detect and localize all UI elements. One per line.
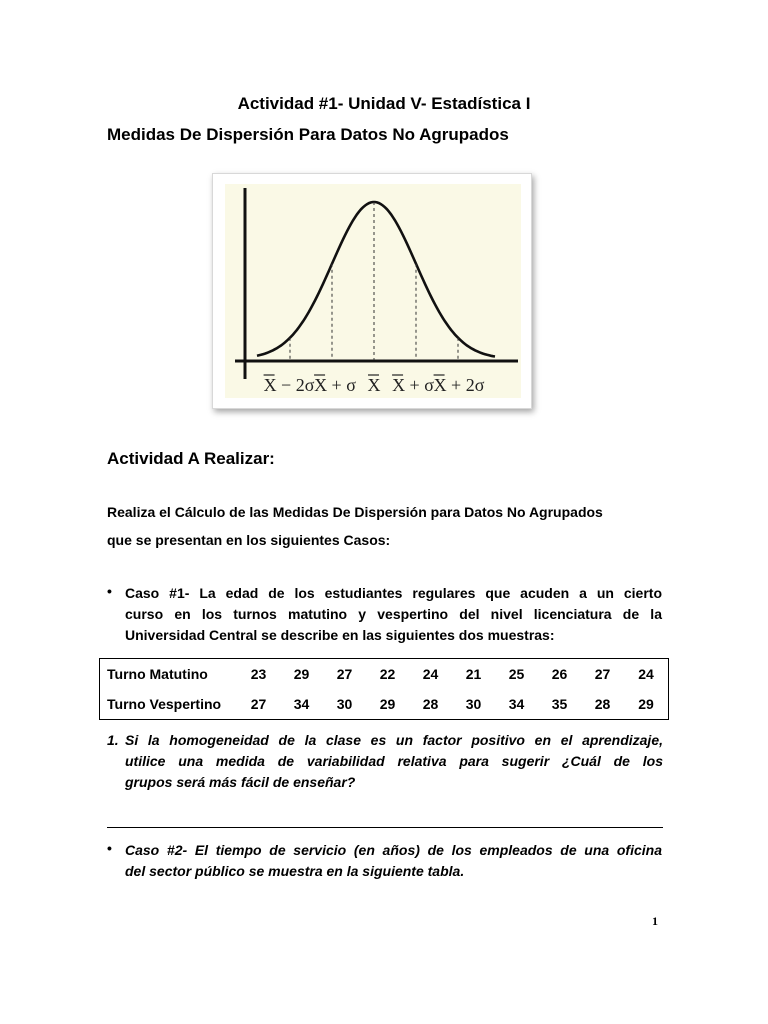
table-cell: 22	[379, 666, 396, 682]
table-row	[100, 659, 669, 690]
intro-line-1: Realiza el Cálculo de las Medidas De Dispersión para Datos No Agrupados	[107, 504, 603, 520]
document-title: Actividad #1- Unidad V- Estadística I	[237, 94, 531, 113]
intro-line-2: que se presentan en los siguientes Casos:	[107, 532, 391, 548]
table-cell: 27	[594, 666, 611, 682]
case1-text	[125, 583, 662, 646]
table-cell: 26	[551, 666, 568, 682]
table-cell: 30	[465, 696, 482, 712]
activity-heading: Actividad A Realizar:	[107, 449, 275, 468]
table-row	[100, 689, 669, 720]
table-cell: 21	[465, 666, 482, 682]
axis-label: X	[367, 375, 381, 395]
table-cell: 27	[336, 666, 353, 682]
table-cell: 29	[379, 696, 396, 712]
table-cell: 27	[250, 696, 267, 712]
axis-label: X + 2σ	[433, 375, 485, 395]
axis-label: X + σ	[392, 375, 434, 395]
case1-line: Caso #1- La edad de los estudiantes regulares que acuden a un cierto	[125, 585, 662, 601]
case2-line: del sector público se muestra en la siguiente tabla.	[125, 863, 465, 879]
case2-line: Caso #2- El tiempo de servicio (en años) de los empleados de una oficina	[125, 842, 662, 858]
table-cell: 29	[293, 666, 310, 682]
table-cell: 23	[250, 666, 267, 682]
question-number: 1.	[107, 732, 119, 748]
bullet-icon: •	[107, 583, 112, 599]
axis-label: X + σ	[314, 375, 356, 395]
table-cell: 28	[422, 696, 439, 712]
question-1	[107, 730, 663, 793]
document-subtitle: Medidas De Dispersión Para Datos No Agrupados	[107, 125, 509, 144]
table-cell: 34	[293, 696, 310, 712]
bullet-icon: •	[107, 840, 112, 856]
question-line: Si la homogeneidad de la clase es un factor positivo en el aprendizaje,	[125, 732, 663, 748]
axis-label: X − 2σ	[263, 375, 315, 395]
question-line: grupos será más fácil de enseñar?	[125, 774, 356, 790]
normal-curve-svg	[213, 174, 531, 408]
figure-background	[225, 184, 521, 398]
table-cell: 34	[508, 696, 525, 712]
axis-label-group	[264, 375, 485, 395]
case2-text	[125, 840, 662, 882]
table-cell: 35	[551, 696, 568, 712]
page-number: 1	[652, 914, 658, 928]
row-label: Turno Matutino	[107, 666, 208, 682]
question-text	[125, 730, 663, 793]
table-cell: 29	[638, 696, 654, 712]
table-cell: 30	[336, 696, 353, 712]
case1-line: curso en los turnos matutino y vespertino del nivel licenciatura de la	[125, 606, 662, 622]
table-cell: 24	[638, 666, 654, 682]
table-cell: 28	[594, 696, 611, 712]
normal-curve-figure	[212, 173, 532, 409]
case1-line: Universidad Central se describe en las siguientes dos muestras:	[125, 627, 555, 643]
table-cell: 25	[508, 666, 525, 682]
row-label: Turno Vespertino	[107, 696, 222, 712]
answer-divider	[107, 827, 663, 828]
table-cell: 24	[422, 666, 439, 682]
samples-table	[99, 658, 669, 720]
question-line: utilice una medida de variabilidad relativa para sugerir ¿Cuál de los	[125, 753, 663, 769]
